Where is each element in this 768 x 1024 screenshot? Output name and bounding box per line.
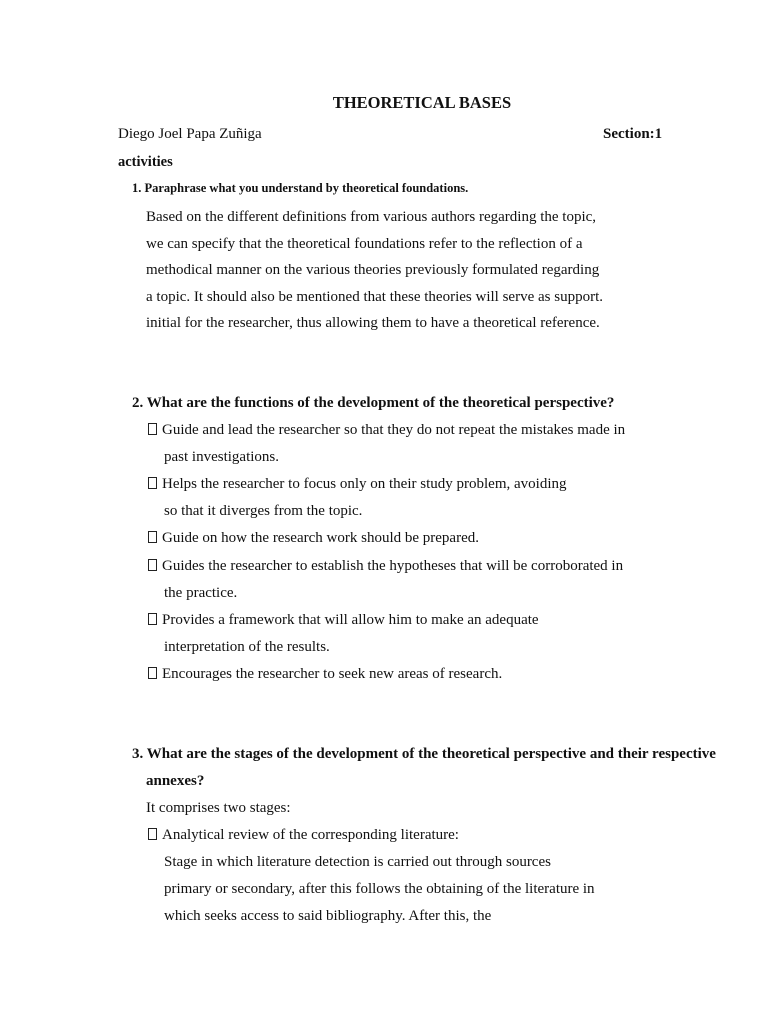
box-bullet-icon bbox=[148, 423, 157, 435]
activities-heading: activities bbox=[118, 154, 173, 170]
box-bullet-icon bbox=[148, 477, 157, 489]
bullet-first-line bbox=[146, 822, 716, 849]
bullet-text: Helps the researcher to focus only on their study problem, avoiding bbox=[162, 476, 567, 493]
bullet-list bbox=[132, 417, 625, 688]
answer-line: we can specify that the theoretical foundations refer to the reflection of a bbox=[146, 235, 583, 252]
bullet-text: Analytical review of the corresponding literature: bbox=[162, 827, 459, 843]
question-1-label: 1. Paraphrase what you understand by theoretical foundations. bbox=[132, 181, 469, 195]
box-bullet-icon bbox=[148, 613, 157, 625]
box-bullet-icon bbox=[148, 667, 157, 679]
answer-line: initial for the researcher, thus allowing them to have a theoretical reference. bbox=[146, 315, 600, 332]
bullet-first-line bbox=[146, 417, 625, 444]
section-label: Section:1 bbox=[603, 126, 663, 142]
question-2-block bbox=[132, 390, 625, 688]
box-bullet-icon bbox=[148, 531, 157, 543]
question-3-intro: It comprises two stages: bbox=[146, 800, 291, 816]
bullet-item bbox=[146, 525, 625, 552]
bullet-list bbox=[132, 822, 716, 930]
question-3-label: 3. What are the stages of the development of the theoretical perspective and their respective bbox=[132, 746, 716, 762]
document-title: THEORETICAL BASES bbox=[332, 93, 512, 112]
answer-line: a topic. It should also be mentioned that these theories will serve as support. bbox=[146, 288, 603, 305]
question-3-block bbox=[132, 741, 716, 930]
bullet-first-line bbox=[146, 553, 625, 580]
bullet-continuation: primary or secondary, after this follows the obtaining of the literature in bbox=[164, 881, 595, 897]
bullet-text: Provides a framework that will allow him to make an adequate bbox=[162, 611, 539, 628]
bullet-item bbox=[146, 417, 625, 471]
box-bullet-icon bbox=[148, 828, 157, 840]
bullet-text: Guides the researcher to establish the hypotheses that will be corroborated in bbox=[162, 557, 624, 574]
bullet-first-line bbox=[146, 661, 625, 688]
author-name: Diego Joel Papa Zuñiga bbox=[118, 126, 262, 142]
bullet-continuation: so that it diverges from the topic. bbox=[164, 503, 363, 520]
bullet-first-line bbox=[146, 471, 625, 498]
bullet-text: Guide and lead the researcher so that they do not repeat the mistakes made in bbox=[162, 422, 626, 439]
answer-line: Based on the different definitions from various authors regarding the topic, bbox=[146, 209, 597, 225]
answer-line: methodical manner on the various theories previously formulated regarding bbox=[146, 262, 600, 279]
question-2-label: 2. What are the functions of the development of the theoretical perspective? bbox=[132, 395, 615, 411]
bullet-first-line bbox=[146, 607, 625, 634]
bullet-first-line bbox=[146, 525, 625, 552]
bullet-text: Guide on how the research work should be prepared. bbox=[162, 530, 479, 547]
bullet-continuation: past investigations. bbox=[164, 449, 279, 466]
bullet-continuation: the practice. bbox=[164, 584, 238, 601]
box-bullet-icon bbox=[148, 559, 157, 571]
question-1-answer bbox=[146, 204, 603, 337]
bullet-item bbox=[146, 661, 625, 688]
bullet-item bbox=[146, 553, 625, 607]
bullet-continuation: which seeks access to said bibliography. After this, the bbox=[164, 908, 492, 924]
bullet-continuation: Stage in which literature detection is carried out through sources bbox=[164, 854, 551, 870]
bullet-text: Encourages the researcher to seek new areas of research. bbox=[162, 665, 503, 682]
question-3-label-continuation: annexes? bbox=[146, 773, 205, 789]
bullet-item bbox=[146, 607, 625, 661]
bullet-item bbox=[146, 822, 716, 930]
bullet-continuation: interpretation of the results. bbox=[164, 638, 330, 655]
bullet-item bbox=[146, 471, 625, 525]
